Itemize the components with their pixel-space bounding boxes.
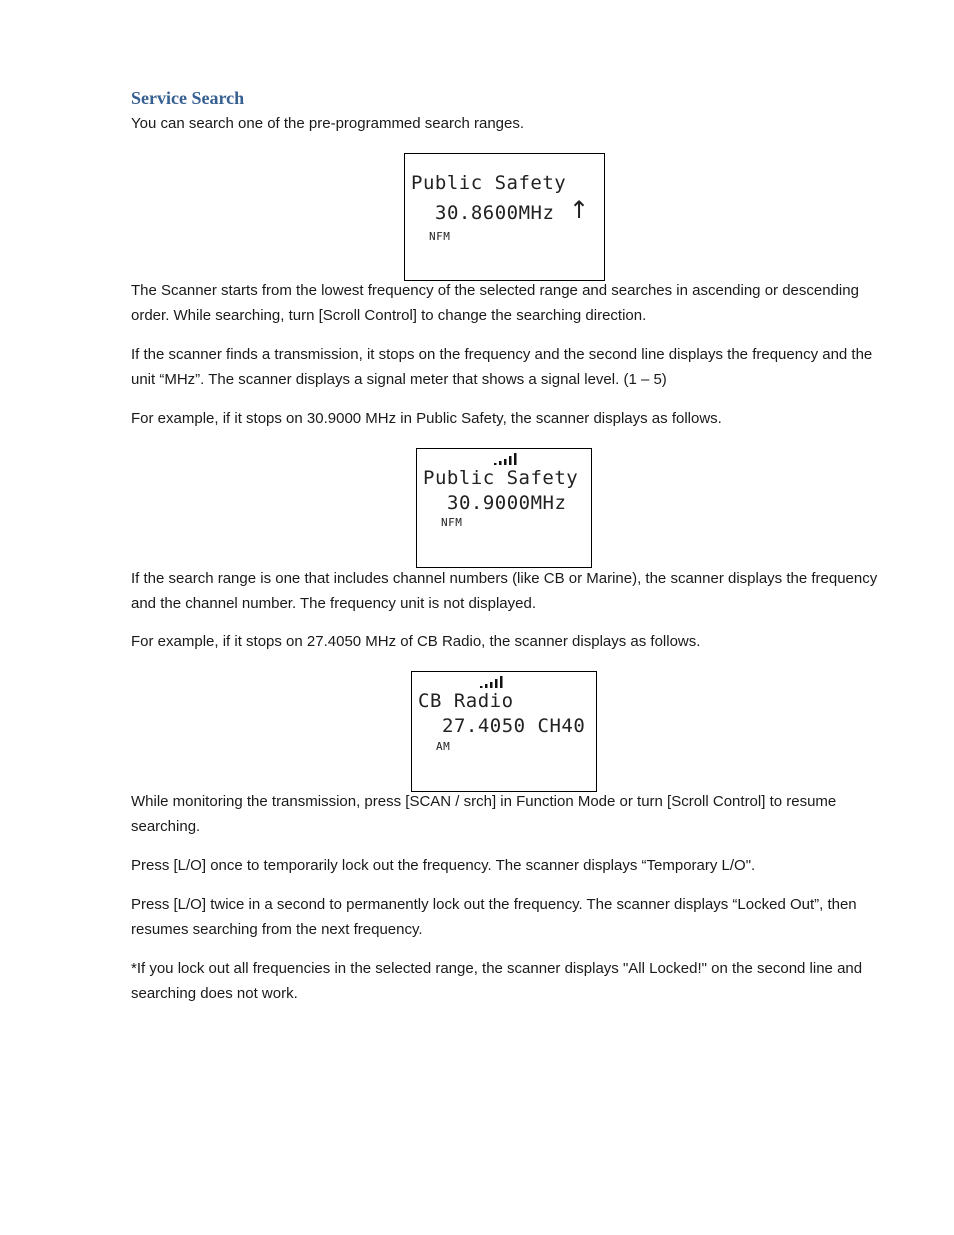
lcd-mode: NFM bbox=[441, 516, 463, 529]
signal-meter-icon bbox=[494, 453, 518, 465]
signal-bar bbox=[495, 679, 498, 688]
up-arrow-icon: ↑ bbox=[569, 196, 590, 224]
paragraph: *If you lock out all frequencies in the selected range, the scanner displays "All Locked!" on the second line and searching does not work. bbox=[131, 960, 863, 1002]
lcd-line-1: CB Radio bbox=[418, 690, 514, 712]
paragraph: Press [L/O] twice in a second to permanently lock out the frequency. The scanner displays “Locked Out”, then resumes searching from the next frequency. bbox=[131, 896, 857, 938]
lcd-line-1: Public Safety bbox=[423, 467, 579, 489]
lcd-display-search bbox=[404, 153, 605, 281]
paragraph: The Scanner starts from the lowest frequency of the selected range and searches in ascending or descending order. While searching, turn [Scroll Control] to change the searching direction. bbox=[131, 282, 859, 324]
lcd-line-2: 27.4050 CH40 bbox=[442, 715, 586, 737]
signal-bar bbox=[509, 456, 512, 465]
signal-bar bbox=[504, 459, 507, 465]
signal-bar bbox=[500, 676, 503, 688]
lcd-mode: NFM bbox=[429, 230, 451, 243]
lcd-line-1: Public Safety bbox=[411, 172, 567, 194]
lcd-line-2: 30.8600MHz bbox=[435, 202, 555, 224]
signal-bar bbox=[499, 461, 502, 465]
paragraph: If the scanner finds a transmission, it stops on the frequency and the second line displays the frequency and the unit “MHz”. The scanner displays a signal meter that shows a signal level. (1 – 5) bbox=[131, 346, 873, 388]
signal-bar bbox=[494, 463, 497, 465]
lcd-mode: AM bbox=[436, 740, 451, 753]
section-heading: Service Search bbox=[131, 88, 245, 108]
paragraph: For example, if it stops on 30.9000 MHz in Public Safety, the scanner displays as follows. bbox=[131, 410, 722, 427]
signal-meter-icon bbox=[480, 676, 504, 688]
intro-text: You can search one of the pre-programmed search ranges. bbox=[131, 115, 525, 132]
paragraph: While monitoring the transmission, press [SCAN / srch] in Function Mode or turn [Scroll Control] to resume searching. bbox=[131, 793, 837, 835]
lcd-display-cb-radio bbox=[411, 671, 597, 792]
signal-bar bbox=[485, 684, 488, 688]
lcd-line-2: 30.9000MHz bbox=[447, 492, 567, 514]
signal-bar bbox=[480, 686, 483, 688]
lcd-display-public-safety bbox=[416, 448, 592, 568]
paragraph: Press [L/O] once to temporarily lock out the frequency. The scanner displays “Temporary L/O". bbox=[131, 857, 756, 874]
signal-bar bbox=[514, 453, 517, 465]
paragraph: If the search range is one that includes channel numbers (like CB or Marine), the scanner displays the frequency and the channel number. The frequency unit is not displayed. bbox=[131, 570, 878, 612]
signal-bar bbox=[490, 682, 493, 688]
paragraph: For example, if it stops on 27.4050 MHz of CB Radio, the scanner displays as follows. bbox=[131, 633, 701, 650]
